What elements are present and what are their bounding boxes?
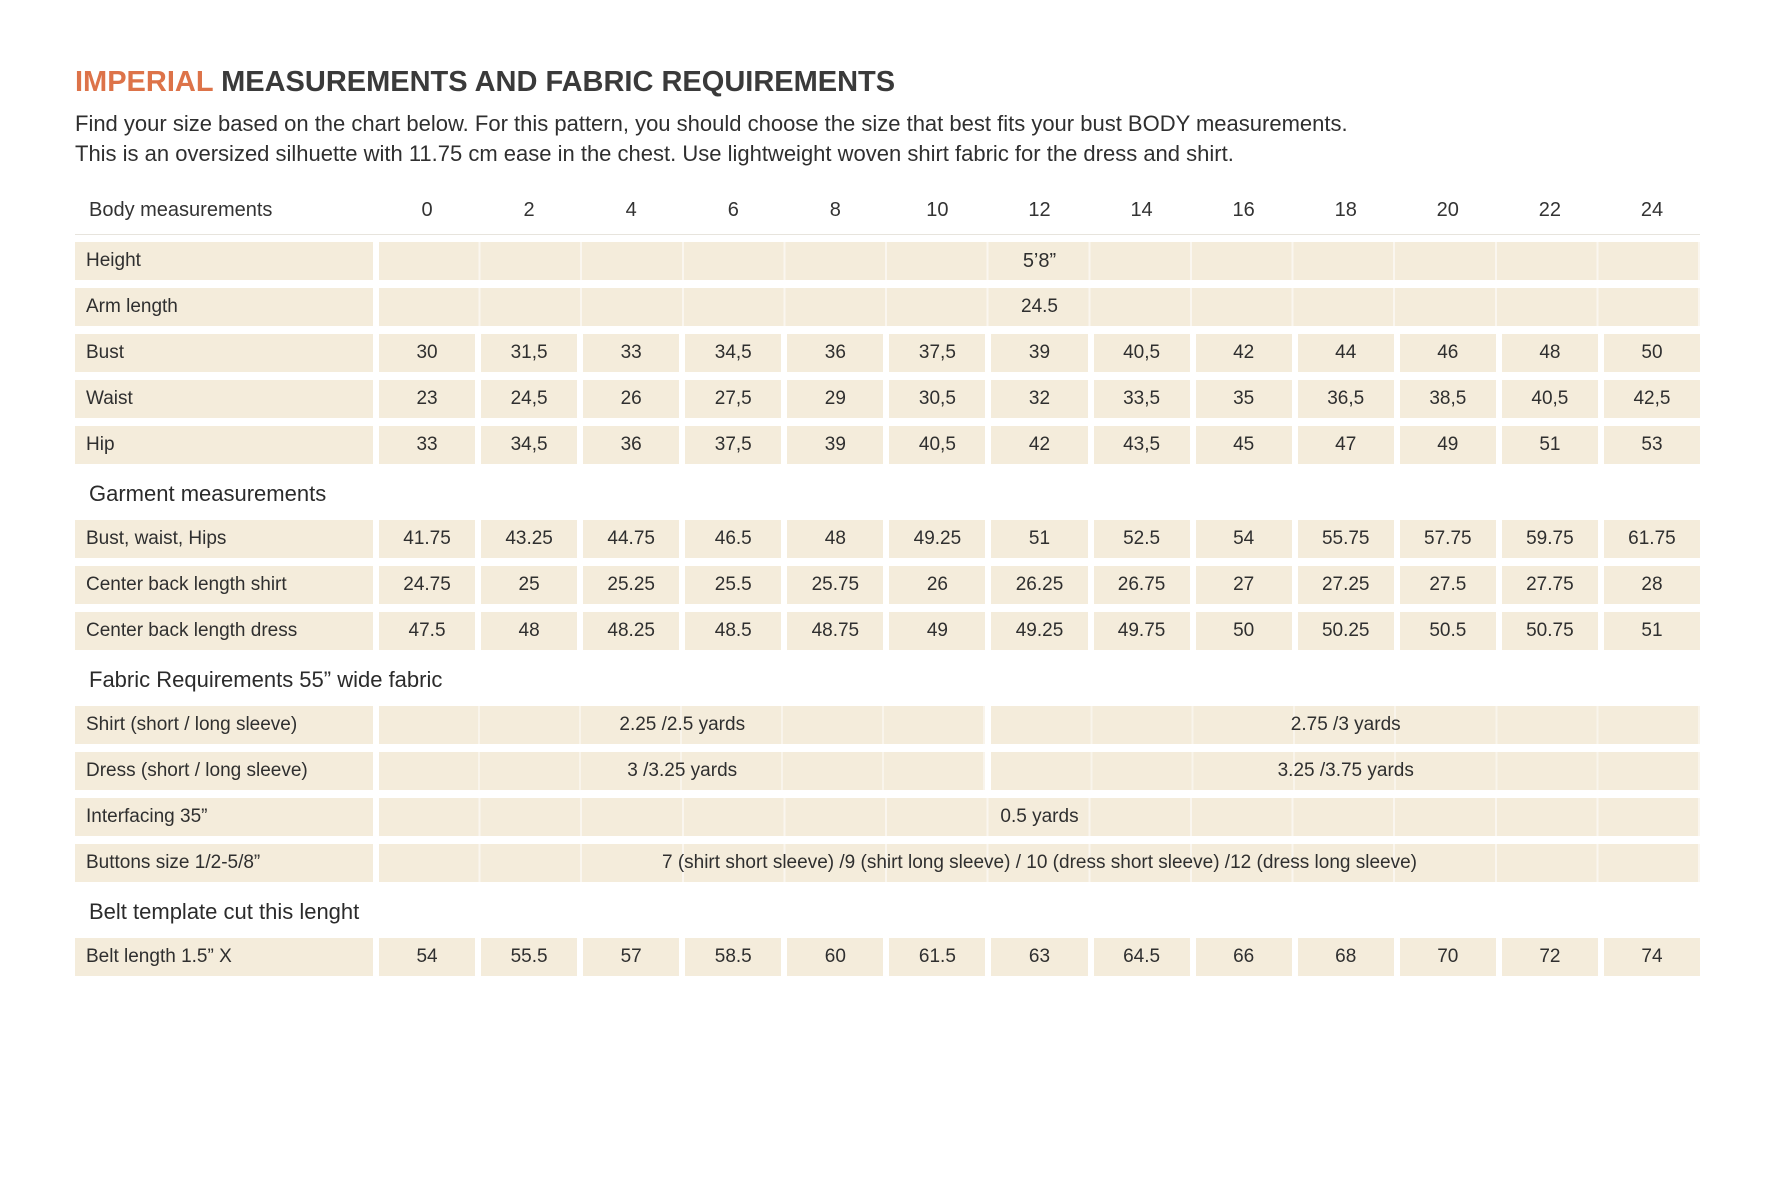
center-back-dress-row <box>75 612 1700 650</box>
size-header: 12 <box>1028 198 1051 221</box>
size-header: 14 <box>1130 198 1153 221</box>
buttons-value: 7 (shirt short sleeve) /9 (shirt long sleeve) / 10 (dress short sleeve) /12 (dress long sleeve) <box>379 844 1700 882</box>
bwh-value: 55.75 <box>1298 520 1394 558</box>
belt-length-value: 72 <box>1502 938 1598 976</box>
cb-shirt-value: 24.75 <box>379 566 475 604</box>
fabric-section-label: Fabric Requirements 55” wide fabric <box>89 667 443 692</box>
cb-shirt-value: 25.5 <box>685 566 781 604</box>
cb-dress-value: 48.25 <box>583 612 679 650</box>
bwh-value: 44.75 <box>583 520 679 558</box>
waist-value: 30,5 <box>889 380 985 418</box>
cb-dress-value: 48 <box>481 612 577 650</box>
cb-dress-value: 49.25 <box>991 612 1087 650</box>
hip-row <box>75 426 1700 464</box>
belt-length-row <box>75 938 1700 976</box>
center-back-shirt-label: Center back length shirt <box>75 566 373 604</box>
bust-value: 50 <box>1604 334 1700 372</box>
hip-value: 53 <box>1604 426 1700 464</box>
bwh-value: 43.25 <box>481 520 577 558</box>
size-header: 8 <box>829 198 841 221</box>
intro-line-2: This is an oversized silhuette with 11.75 cm ease in the chest. Use lightweight woven shirt fabric for the dress and shirt. <box>75 141 1234 166</box>
bust-value: 37,5 <box>889 334 985 372</box>
fabric-shirt-row <box>75 706 1700 744</box>
hip-value: 49 <box>1400 426 1496 464</box>
belt-length-value: 57 <box>583 938 679 976</box>
hip-value: 43,5 <box>1094 426 1190 464</box>
waist-value: 33,5 <box>1094 380 1190 418</box>
bust-value: 30 <box>379 334 475 372</box>
hip-value: 47 <box>1298 426 1394 464</box>
size-header: 18 <box>1334 198 1357 221</box>
page-title-accent: IMPERIAL <box>75 66 214 98</box>
waist-value: 32 <box>991 380 1087 418</box>
bust-value: 33 <box>583 334 679 372</box>
cb-shirt-value: 25 <box>481 566 577 604</box>
page-title-rest: MEASUREMENTS AND FABRIC REQUIREMENTS <box>213 66 896 98</box>
bwh-value: 41.75 <box>379 520 475 558</box>
belt-length-value: 74 <box>1604 938 1700 976</box>
cb-shirt-value: 28 <box>1604 566 1700 604</box>
hip-value: 39 <box>787 426 883 464</box>
size-header: 24 <box>1640 198 1664 221</box>
waist-value: 24,5 <box>481 380 577 418</box>
waist-value: 42,5 <box>1604 380 1700 418</box>
page-title <box>75 66 1700 99</box>
cb-dress-value: 48.5 <box>685 612 781 650</box>
hip-value: 34,5 <box>481 426 577 464</box>
garment-section-label: Garment measurements <box>89 481 327 506</box>
waist-value: 36,5 <box>1298 380 1394 418</box>
cb-shirt-value: 25.75 <box>787 566 883 604</box>
arm-length-value: 24.5 <box>379 288 1700 326</box>
bust-label: Bust <box>75 334 373 372</box>
fabric-dress-label: Dress (short / long sleeve) <box>75 752 373 790</box>
cb-dress-value: 50.25 <box>1298 612 1394 650</box>
size-header: 22 <box>1538 198 1561 221</box>
cb-dress-value: 49 <box>889 612 985 650</box>
belt-length-value: 61.5 <box>889 938 985 976</box>
bwh-value: 54 <box>1196 520 1292 558</box>
cb-dress-value: 50 <box>1196 612 1292 650</box>
hip-value: 45 <box>1196 426 1292 464</box>
belt-length-value: 70 <box>1400 938 1496 976</box>
arm-length-label: Arm length <box>75 288 373 326</box>
bwh-value: 52.5 <box>1094 520 1190 558</box>
measurement-table <box>75 193 1700 976</box>
hip-label: Hip <box>75 426 373 464</box>
cb-shirt-value: 26.25 <box>991 566 1087 604</box>
bust-value: 39 <box>991 334 1087 372</box>
table-header-row <box>75 193 1700 235</box>
center-back-shirt-row <box>75 566 1700 604</box>
height-label: Height <box>75 242 373 280</box>
bwh-value: 57.75 <box>1400 520 1496 558</box>
cb-dress-value: 50.75 <box>1502 612 1598 650</box>
bwh-value: 61.75 <box>1604 520 1700 558</box>
cb-dress-value: 47.5 <box>379 612 475 650</box>
bust-value: 31,5 <box>481 334 577 372</box>
cb-shirt-value: 25.25 <box>583 566 679 604</box>
belt-length-value: 64.5 <box>1094 938 1190 976</box>
belt-length-label: Belt length 1.5” X <box>75 938 373 976</box>
waist-value: 23 <box>379 380 475 418</box>
height-value: 5’8” <box>379 242 1700 280</box>
cb-shirt-value: 26.75 <box>1094 566 1190 604</box>
bust-value: 48 <box>1502 334 1598 372</box>
interfacing-value: 0.5 yards <box>379 798 1700 836</box>
intro-line-1: Find your size based on the chart below. For this pattern, you should choose the size that best fits your bust BODY measurements. <box>75 111 1348 136</box>
belt-length-value: 58.5 <box>685 938 781 976</box>
hip-value: 40,5 <box>889 426 985 464</box>
hip-value: 33 <box>379 426 475 464</box>
waist-value: 27,5 <box>685 380 781 418</box>
size-header: 20 <box>1436 198 1459 221</box>
cb-dress-value: 51 <box>1604 612 1700 650</box>
fabric-dress-left-value: 3 /3.25 yards <box>379 752 985 790</box>
bust-value: 42 <box>1196 334 1292 372</box>
bwh-value: 51 <box>991 520 1087 558</box>
bust-waist-hips-label: Bust, waist, Hips <box>75 520 373 558</box>
size-header: 10 <box>926 198 949 221</box>
waist-label: Waist <box>75 380 373 418</box>
belt-length-value: 68 <box>1298 938 1394 976</box>
buttons-label: Buttons size 1/2-5/8” <box>75 844 373 882</box>
waist-value: 38,5 <box>1400 380 1496 418</box>
belt-length-value: 55.5 <box>481 938 577 976</box>
hip-value: 37,5 <box>685 426 781 464</box>
cb-shirt-value: 27.25 <box>1298 566 1394 604</box>
cb-shirt-value: 26 <box>889 566 985 604</box>
buttons-row <box>75 844 1700 882</box>
hip-value: 36 <box>583 426 679 464</box>
waist-value: 26 <box>583 380 679 418</box>
height-row <box>75 242 1700 280</box>
interfacing-row <box>75 798 1700 836</box>
bwh-value: 48 <box>787 520 883 558</box>
fabric-dress-row <box>75 752 1700 790</box>
hip-value: 51 <box>1502 426 1598 464</box>
fabric-shirt-left-value: 2.25 /2.5 yards <box>379 706 985 744</box>
waist-value: 35 <box>1196 380 1292 418</box>
belt-length-value: 60 <box>787 938 883 976</box>
fabric-shirt-label: Shirt (short / long sleeve) <box>75 706 373 744</box>
fabric-shirt-right-value: 2.75 /3 yards <box>991 706 1700 744</box>
bwh-value: 59.75 <box>1502 520 1598 558</box>
cb-dress-value: 48.75 <box>787 612 883 650</box>
interfacing-label: Interfacing 35” <box>75 798 373 836</box>
size-header: 0 <box>421 198 433 221</box>
cb-shirt-value: 27.75 <box>1502 566 1598 604</box>
size-header: 4 <box>625 198 637 221</box>
fabric-dress-right-value: 3.25 /3.75 yards <box>991 752 1700 790</box>
center-back-dress-label: Center back length dress <box>75 612 373 650</box>
arm-length-row <box>75 288 1700 326</box>
waist-row <box>75 380 1700 418</box>
waist-value: 29 <box>787 380 883 418</box>
size-header: 2 <box>523 198 535 221</box>
bust-value: 34,5 <box>685 334 781 372</box>
cb-shirt-value: 27 <box>1196 566 1292 604</box>
cb-dress-value: 50.5 <box>1400 612 1496 650</box>
belt-length-value: 66 <box>1196 938 1292 976</box>
cb-dress-value: 49.75 <box>1094 612 1190 650</box>
bust-row <box>75 334 1700 372</box>
intro-paragraph <box>75 109 1525 169</box>
size-header: 16 <box>1232 198 1255 221</box>
bwh-value: 46.5 <box>685 520 781 558</box>
bust-waist-hips-row <box>75 520 1700 558</box>
body-measurements-header: Body measurements <box>89 198 273 221</box>
waist-value: 40,5 <box>1502 380 1598 418</box>
size-header: 6 <box>727 198 739 221</box>
belt-length-value: 63 <box>991 938 1087 976</box>
bust-value: 44 <box>1298 334 1394 372</box>
bwh-value: 49.25 <box>889 520 985 558</box>
hip-value: 42 <box>991 426 1087 464</box>
bust-value: 46 <box>1400 334 1496 372</box>
bust-value: 36 <box>787 334 883 372</box>
belt-length-value: 54 <box>379 938 475 976</box>
belt-section-label: Belt template cut this lenght <box>89 899 360 924</box>
cb-shirt-value: 27.5 <box>1400 566 1496 604</box>
bust-value: 40,5 <box>1094 334 1190 372</box>
